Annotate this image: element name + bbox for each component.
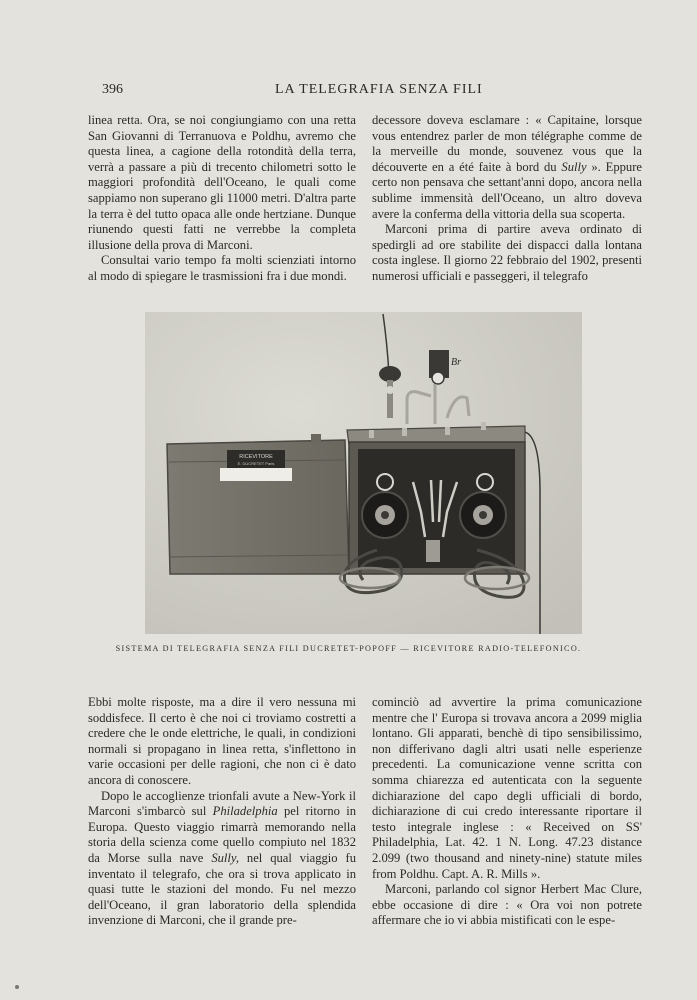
plate-maker: E. DUCRETET Paris: [237, 461, 275, 466]
ship-name: Sully,: [211, 850, 239, 865]
paper-speck: [15, 985, 19, 989]
paragraph: Dopo le accoglienze trionfali avute a New-York il Marconi s'imbarcò sul Philadelphia pel ritorno in Europa. Questo viaggio rimarrà memorando nella storia della scienza come quello compiuto nel 1832 da Morse sulla nave Sully, nel qual viaggio fu inventato il telegrafo, che ora si trova applicato in quasi tutte le stazioni del mondo. Fu nel mezzo dell'Oceano, il gran laboratorio della splendida invenzione di Marconi, che il grande pre-: [88, 788, 356, 928]
plate-label: RICEVITORE: [239, 454, 273, 460]
figure-photo: [145, 312, 582, 634]
ship-name: Philadelphia: [212, 804, 278, 819]
top-right-column: [372, 113, 642, 285]
page-number: 396: [102, 82, 123, 97]
receiver-illustration: [145, 312, 582, 634]
paragraph: Marconi prima di partire aveva ordinato di spedirgli ad ore stabilite dei dispacci dalla lontana costa inglese. Il giorno 22 febbraio del 1902, presenti numerosi ufficiali e passeggeri, il telegrafo: [372, 222, 642, 283]
paragraph: linea retta. Ora, se noi congiungiamo con una retta San Giovanni di Terranuova e Poldhu, avremo che questa linea, a cagione della rotondità della terra, verrà a passare a più di trecento chilometri sotto le maggiori profondità dell'Oceano, le quali come sappiamo non superano gli 11000 metri. D'altra parte la terra è del tutto opaca alle onde hertziane. Dunque riunendo questi fatti ne verrebbe la completa illusione della prova di Marconi.: [88, 113, 356, 252]
page-header: [0, 82, 697, 102]
paragraph: Marconi, parlando col signor Herbert Mac Clure, ebbe occasione di dire : « Ora voi non potrete affermare che io vi abbia mistificati con le espe-: [372, 882, 642, 928]
paragraph: Ebbi molte risposte, ma a dire il vero nessuna mi soddisfece. Il certo è che noi ci troviamo costretti a credere che le onde elettriche, le quali, in condizioni normali si propagano in linea retta, s'inflettono in varie occasioni per delle ragioni, che non ci è dato ancora di conoscere.: [88, 695, 356, 787]
paragraph: cominciò ad avvertire la prima comunicazione mentre che l' Europa si trovava ancora a 2099 miglia lontano. Gli apparati, benchè di tipo sensibilissimo, non differivano dagli altri usati nelle esperienze precedenti. La comunicazione venne scritta con somma chiarezza ed autenticata con la seguente dichiarazione del capo degli ufficiali di bordo, dichiarazione di cui credo interessante riportare il testo integrale inglese : « Received on SS' Philadelphia, Lat. 42. 1 N. Long. 47.23 distance 2.099 (two thousand and ninety-nine) statute miles from Poldhu. Capt. A. R. Mills ».: [372, 695, 642, 881]
label-br: Br: [451, 357, 461, 368]
top-left-column: [88, 113, 356, 285]
figure-caption: SISTEMA DI TELEGRAFIA SENZA FILI DUCRETET-POPOFF — RICEVITORE RADIO-TELEFONICO.: [115, 644, 582, 653]
paragraph: Consultai vario tempo fa molti scienziati intorno al modo di spiegare le trasmissioni fra i due mondi.: [88, 253, 356, 283]
bottom-right-column: [372, 695, 642, 929]
paragraph: decessore doveva esclamare : « Capitaine, lorsque vous entendrez parler de mon télégraphe comme de la merveille du monde, souvenez vous que la découverte en a été faite à bord du Sully ». Eppure certo non pensava che settant'anni dopo, ancora nella sublime immensità dell'Oceano, un altro doveva avere la conferma della vittoria della sua scoperta.: [372, 113, 642, 221]
ship-name: Sully: [561, 159, 587, 174]
running-title: LA TELEGRAFIA SENZA FILI: [275, 82, 483, 97]
bottom-left-column: [88, 695, 356, 929]
